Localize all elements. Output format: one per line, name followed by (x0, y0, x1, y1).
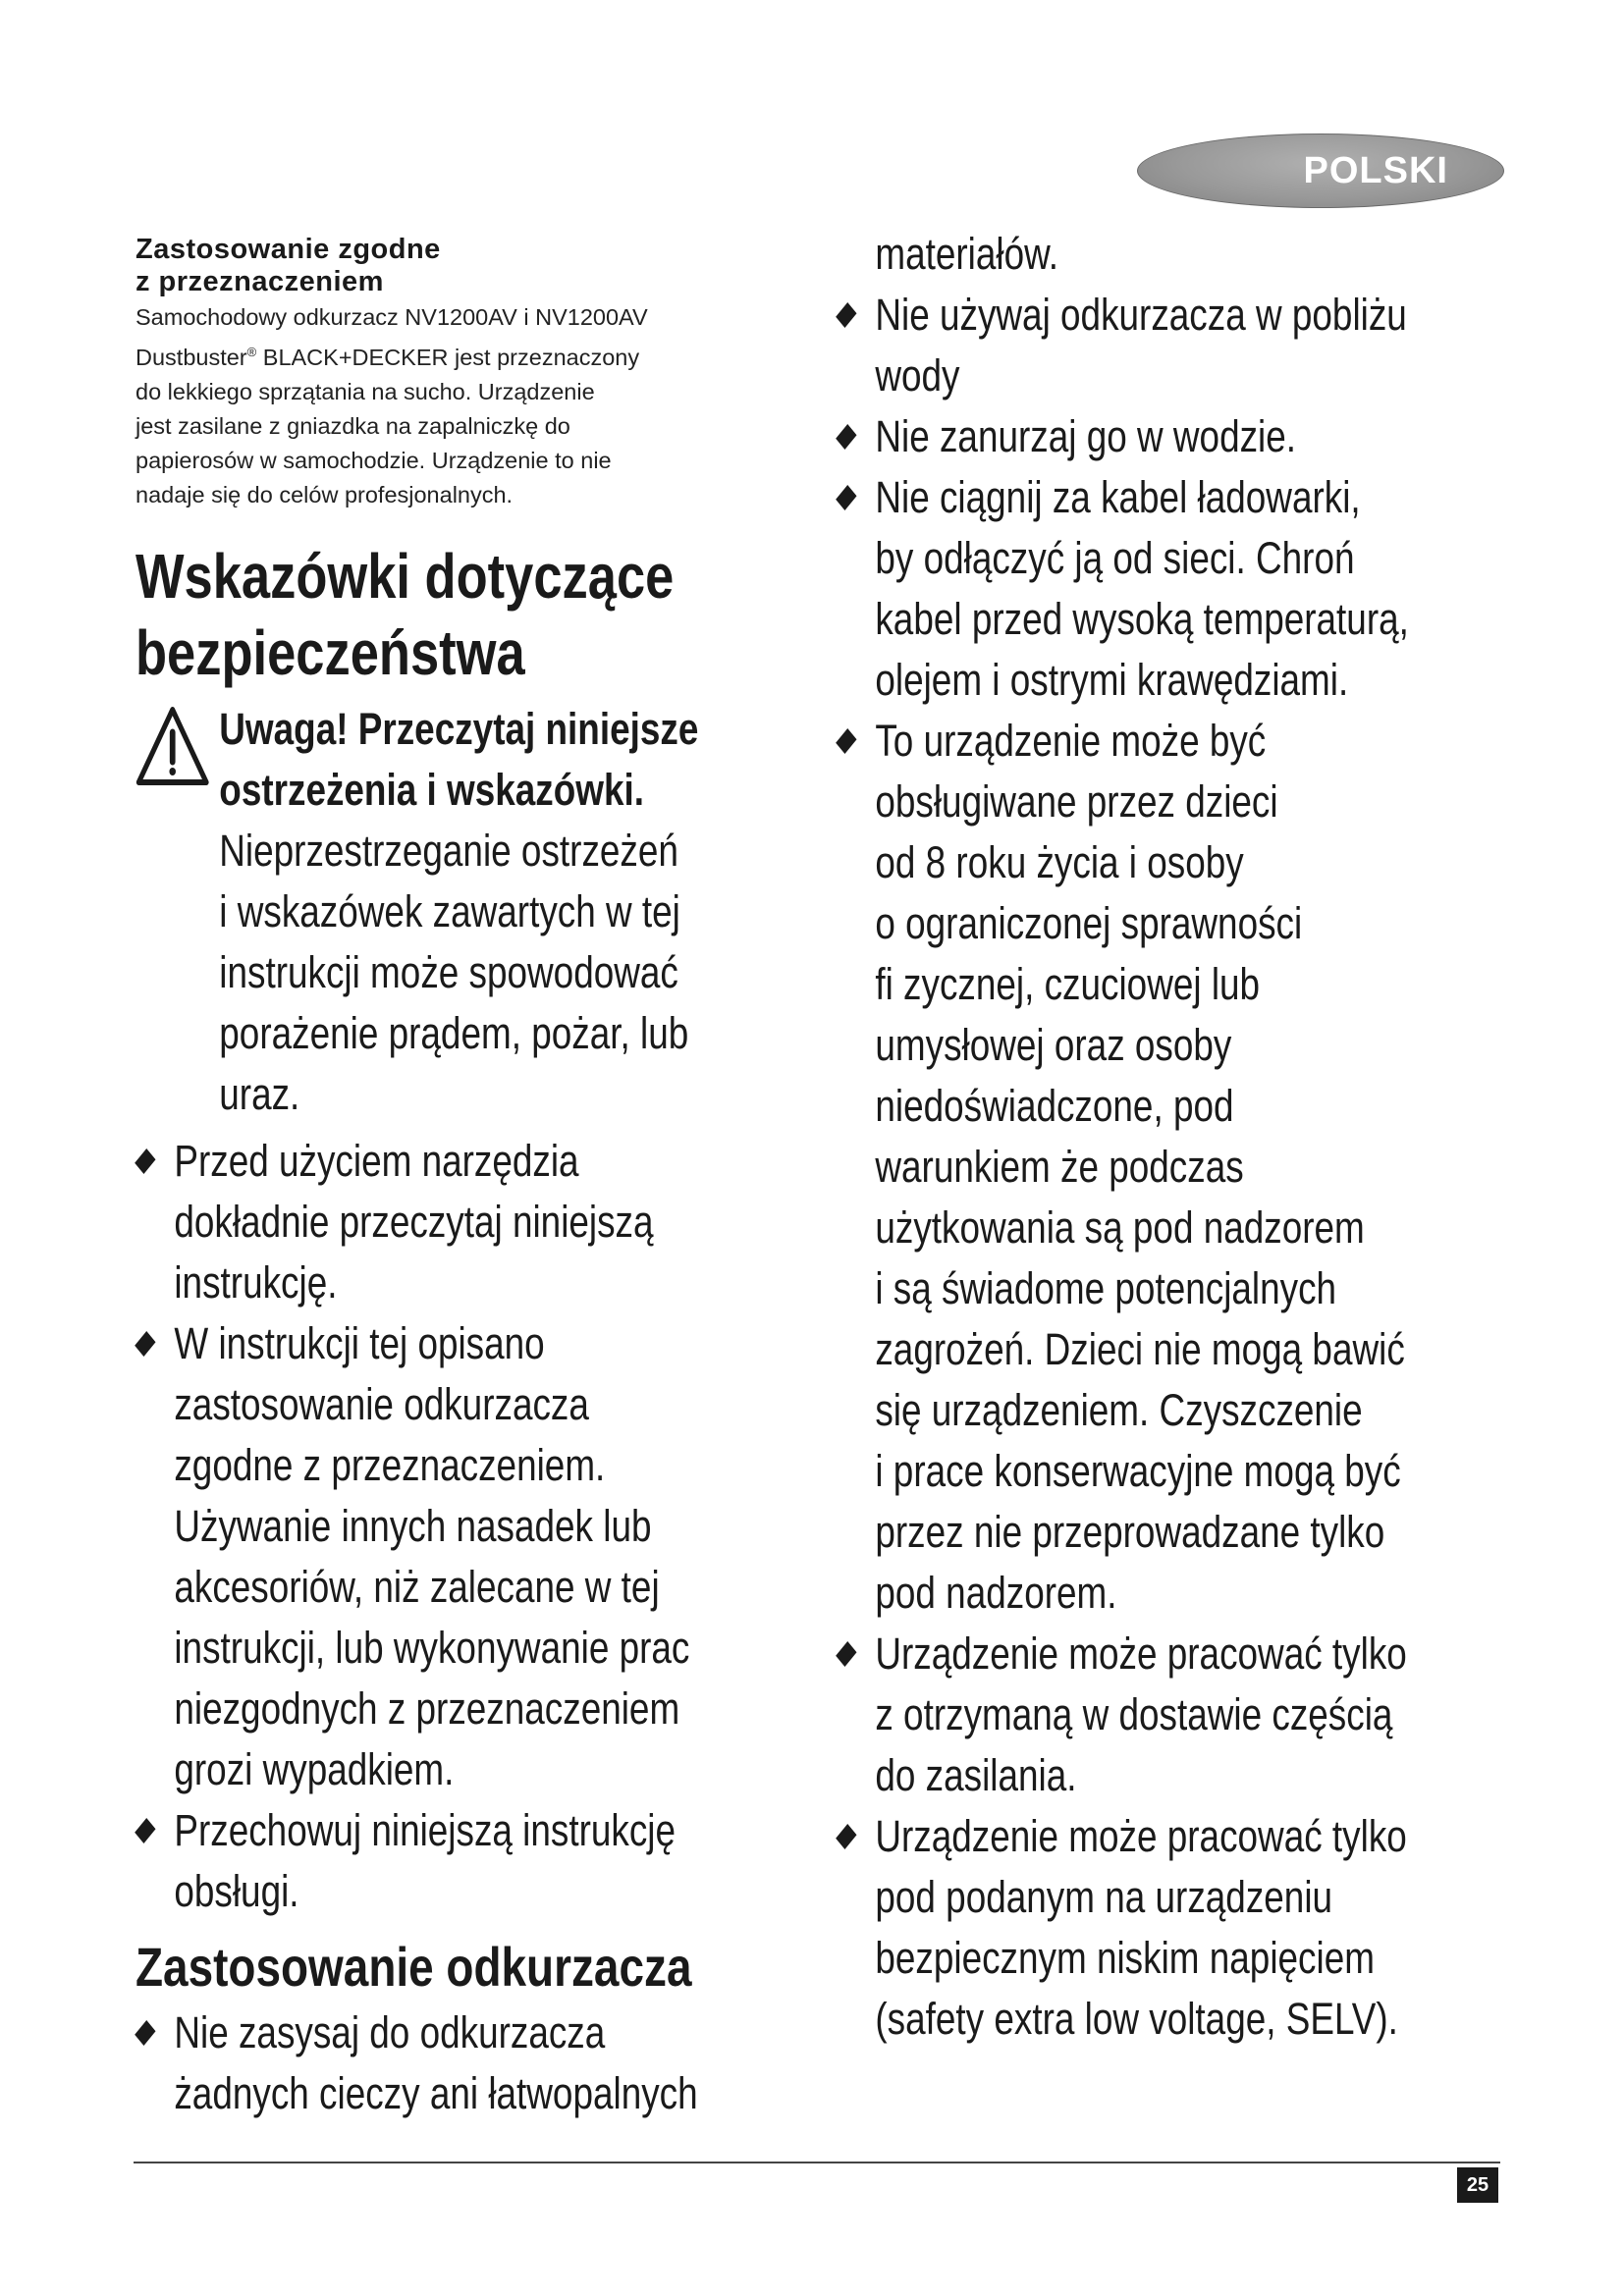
safety-heading: Wskazówki dotyczące bezpieczeństwa (135, 540, 675, 688)
warning-text-line: instrukcji może spowodować (219, 946, 678, 997)
language-label: POLSKI (1303, 149, 1448, 191)
warning-text-line: i wskazówek zawartych w tej (219, 885, 680, 936)
list-item: To urządzenie może być obsługiwane przez dzieci od 8 roku życia i osoby o ograniczonej sprawności fi zycznej, czuciowej lub umysłowej oraz osoby niedoświadczone, pod warunkiem że podczas użytkowania są pod nadzorem i są świadome potencjalnych zagrożeń. Dzieci nie mogą bawić się urządzeniem. Czyszczenie i prace konserwacyjne mogą być przez nie przeprowadzane tylko pod nadzorem. (837, 711, 1513, 1624)
list-item: W instrukcji tej opisano zastosowanie odkurzacza zgodne z przeznaczeniem. Używanie innych nasadek lub akcesoriów, niż zalecane w tej instrukcji, lub wykonywanie prac niezgodnych z przeznaczeniem grozi wypadkiem. (135, 1313, 795, 1800)
list-item: Nie ciągnij za kabel ładowarki, by odłączyć ją od sieci. Chroń kabel przed wysoką temperaturą, olejem i ostrymi krawędziami. (837, 467, 1513, 711)
warning-title-line: Uwaga! Przeczytaj niniejsze (219, 703, 699, 754)
safety-section (135, 538, 699, 2124)
list-item: Nie używaj odkurzacza w pobliżu wody (837, 285, 1513, 406)
list-item: Przechowuj niniejszą instrukcję obsługi. (135, 1800, 795, 1922)
intended-use-text: Samochodowy odkurzacz NV1200AV i NV1200AV Dustbuster® BLACK+DECKER jest przeznaczony do lekkiego sprzątania na sucho. Urządzenie jest zasilane z gniazdka na zapalniczkę do papierosów w samochodzie. Urządzenie to nie nadaje się do celów profesjonalnych. (135, 304, 648, 507)
usage-heading: Zastosowanie odkurzacza (135, 1935, 692, 1998)
page-number: 25 (1457, 2167, 1498, 2203)
warning-title-line: ostrzeżenia i wskazówki. (219, 764, 644, 815)
list-item: Nie zasysaj do odkurzacza żadnych cieczy ani łatwopalnych (135, 2002, 795, 2124)
language-badge (1137, 133, 1504, 208)
usage-continuation: materiałów. (875, 229, 1058, 279)
warning-block (135, 699, 699, 1125)
right-column (837, 224, 1514, 2050)
list-item: Przed użyciem narzędzia dokładnie przeczytaj niniejszą instrukcję. (135, 1131, 795, 1313)
usage-bullets-right (837, 285, 1513, 2050)
warning-text-line: Nieprzestrzeganie ostrzeżeń (219, 825, 678, 876)
warning-text-line: uraz. (219, 1068, 300, 1119)
warning-text-line: porażenie prądem, pożar, lub (219, 1007, 689, 1058)
footer-rule (134, 2162, 1500, 2163)
intended-use-heading: Zastosowanie zgodne z przeznaczeniem (135, 234, 441, 297)
safety-bullets (135, 1131, 795, 1922)
list-item: Nie zanurzaj go w wodzie. (837, 406, 1513, 467)
left-column (135, 234, 803, 2124)
warning-triangle-icon (135, 705, 209, 787)
usage-bullets-left (135, 2002, 795, 2124)
list-item: Urządzenie może pracować tylko pod podanym na urządzeniu bezpiecznym niskim napięciem (safety extra low voltage, SELV). (837, 1806, 1513, 2050)
list-item: Urządzenie może pracować tylko z otrzymaną w dostawie częścią do zasilania. (837, 1624, 1513, 1806)
